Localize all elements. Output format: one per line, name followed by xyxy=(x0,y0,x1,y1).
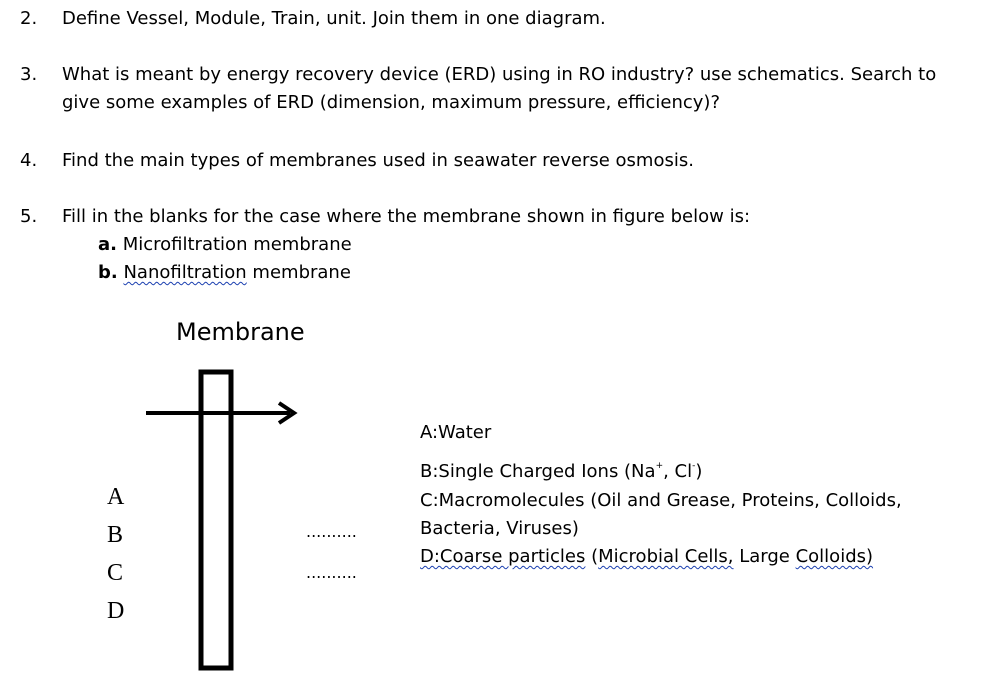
legend-b-text: B:Single Charged Ions (Na xyxy=(420,461,656,482)
question-number: 4. xyxy=(20,150,38,171)
plus-sign: + xyxy=(655,461,664,471)
question-text-line-1: What is meant by energy recovery device (ERD) using in RO industry? use schematics. Search to xyxy=(62,64,937,85)
membrane-rectangle xyxy=(201,372,231,668)
question-2 xyxy=(20,5,606,33)
question-4 xyxy=(20,147,694,175)
question-text: Find the main types of membranes used in seawater reverse osmosis. xyxy=(62,150,694,171)
legend-d-text: ( xyxy=(585,546,599,567)
letter-d: D xyxy=(107,598,125,624)
legend-d xyxy=(420,543,873,571)
question-5 xyxy=(20,203,750,231)
letter-c: C xyxy=(107,560,124,586)
question-number: 2. xyxy=(20,8,38,29)
option-text: Microfiltration membrane xyxy=(122,234,352,255)
flow-arrow-head xyxy=(279,403,294,423)
letter-a: A xyxy=(107,484,125,510)
legend-c-line-1: C:Macromolecules (Oil and Grease, Proteins, Colloids, xyxy=(420,490,902,511)
blank-2: .......... xyxy=(306,563,357,582)
minus-sign: - xyxy=(692,461,696,471)
legend-d-text: Large xyxy=(733,546,796,567)
legend-a: A:Water xyxy=(420,422,492,443)
legend-d-text: D:Coarse particles xyxy=(420,546,586,567)
blank-1: .......... xyxy=(306,522,357,541)
question-text: Fill in the blanks for the case where the membrane shown in figure below is: xyxy=(62,206,751,227)
question-number: 3. xyxy=(20,64,38,85)
option-a xyxy=(98,231,352,259)
question-number: 5. xyxy=(20,206,38,227)
question-text-line-2: give some examples of ERD (dimension, maximum pressure, efficiency)? xyxy=(62,92,721,113)
legend-b-text: ) xyxy=(695,461,703,482)
option-label: b. xyxy=(98,262,118,283)
legend-d-text: Colloids) xyxy=(795,546,874,567)
option-b xyxy=(98,259,351,287)
letter-b: B xyxy=(107,522,124,548)
question-3 xyxy=(20,61,936,117)
diagram-title: Membrane xyxy=(176,318,305,346)
legend-b-text: , Cl xyxy=(663,461,693,482)
option-label: a. xyxy=(98,234,117,255)
question-text: Define Vessel, Module, Train, unit. Join them in one diagram. xyxy=(62,8,606,29)
option-word: Nanofiltration xyxy=(123,262,247,283)
legend-c-line-2: Bacteria, Viruses) xyxy=(420,518,579,539)
legend-d-text: Microbial Cells, xyxy=(598,546,734,567)
legend-b xyxy=(420,458,702,486)
option-text: membrane xyxy=(246,262,351,283)
